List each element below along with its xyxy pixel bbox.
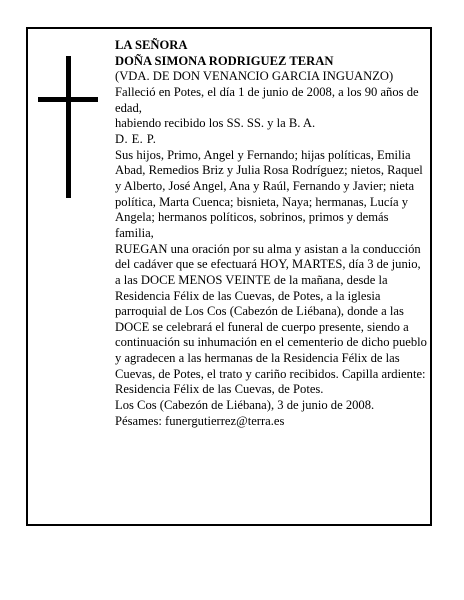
cross-vertical-bar [66, 56, 71, 198]
rip-line: D. E. P. [115, 131, 157, 146]
notice-text [115, 38, 427, 429]
place-date: Los Cos (Cabezón de Liébana), 3 de junio de 2008. [115, 398, 375, 413]
sacraments-statement: habiendo recibido los SS. SS. y la B. A. [115, 116, 316, 131]
cross-icon [38, 56, 98, 198]
deceased-name: DOÑA SIMONA RODRIGUEZ TERAN [115, 53, 334, 68]
death-statement: Falleció en Potes, el día 1 de junio de 2008, a los 90 años de edad, [115, 84, 419, 115]
funeral-request: RUEGAN una oración por su alma y asistan a la conducción del cadáver que se efectuará HOY, MARTES, día 3 de junio, a las DOCE MENOS VEINTE de la mañana, desde la Residencia Félix de las Cuevas, de Potes, a la iglesia parroquial de Los Cos (Cabezón de Liébana), donde a las DOCE se celebrará el funeral de cuerpo presente, siendo a continuación su inhumación en el cementerio de dicho pueblo y agradecen a las hermanas de la Residencia Félix de las Cuevas, de Potes, el trato y cariño recibidos. Capilla ardiente: Residencia Félix de las Cuevas, de Potes. [115, 241, 427, 397]
notice-title: LA SEÑORA [115, 38, 188, 52]
condolences-contact: Pésames: funergutierrez@terra.es [115, 413, 285, 428]
cross-horizontal-bar [38, 97, 98, 102]
family-list: Sus hijos, Primo, Angel y Fernando; hijas políticas, Emilia Abad, Remedios Briz y Julia Rosa Rodríguez; nietos, Raquel y Alberto, José Angel, Ana y Raúl, Fernando y Javier; nieta política, Marta Cuenca; bisnieta, Naya; hermanas, Lucía y Angela; hermanos políticos, sobrinos, primos y demás familia, [115, 147, 423, 240]
widow-of: (VDA. DE DON VENANCIO GARCIA INGUANZO) [115, 69, 394, 84]
obituary-notice [26, 27, 432, 526]
